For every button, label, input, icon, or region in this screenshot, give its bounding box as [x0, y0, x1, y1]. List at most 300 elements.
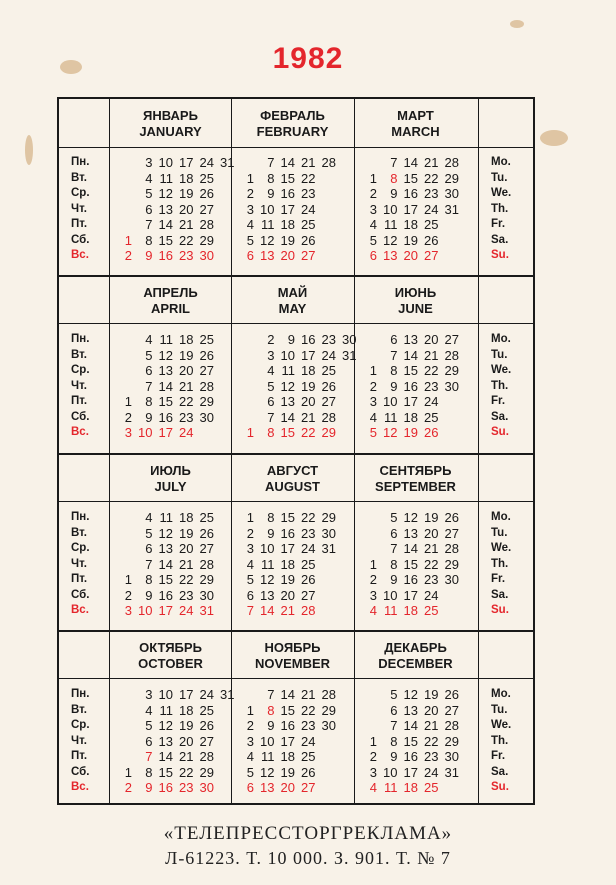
day-cell: 6 [390, 332, 398, 347]
day-cell: 2 [124, 587, 132, 603]
day-cell: 24 [424, 764, 439, 780]
grid-divider [59, 453, 533, 455]
month-name-ru: МАЙ [277, 285, 308, 300]
weekday-label: Сб. [71, 588, 90, 601]
month-name [355, 108, 476, 140]
month-name-en: NOVEMBER [254, 656, 331, 671]
weekday-label: Вс. [71, 249, 89, 261]
weekday-label: Mo. [491, 156, 511, 168]
day-cell: 17 [158, 603, 173, 618]
day-cell: 10 [260, 541, 275, 556]
day-cell: 26 [424, 425, 439, 440]
day-cell: 24 [301, 733, 316, 749]
day-cell: 25 [424, 217, 439, 232]
day-cell: 5 [246, 764, 254, 780]
day-cell: 25 [199, 332, 214, 347]
day-cell: 4 [267, 363, 275, 378]
day-cell: 30 [199, 587, 214, 603]
month-name-ru: ФЕВРАЛЬ [260, 108, 325, 123]
day-cell: 24 [199, 687, 214, 702]
day-cell: 20 [179, 541, 194, 556]
day-cell: 21 [424, 541, 439, 556]
day-cell: 1 [246, 510, 254, 525]
day-cell: 18 [301, 363, 316, 378]
day-cell: 26 [444, 687, 459, 702]
day-cell: 13 [260, 248, 275, 263]
month-name-ru: ДЕКАБРЬ [384, 640, 447, 655]
weekday-label: Mo. [491, 511, 511, 523]
day-cell: 27 [301, 587, 316, 603]
day-cell: 21 [301, 687, 316, 702]
weekday-label: Пт. [71, 573, 88, 585]
weekday-label: Сб. [71, 765, 90, 778]
day-cell: 18 [179, 702, 194, 718]
day-cell: 9 [390, 572, 398, 587]
day-cell: 27 [199, 733, 214, 749]
day-cell: 5 [369, 425, 377, 440]
day-cell: 16 [280, 525, 295, 541]
day-cell: 11 [159, 332, 173, 347]
day-cell: 17 [280, 201, 295, 217]
day-cell: 18 [179, 510, 194, 525]
month-days-march [355, 155, 473, 265]
day-cell: 28 [444, 155, 459, 170]
day-cell: 13 [158, 201, 173, 217]
weekday-label: Вт. [71, 171, 87, 184]
weekday-label: Th. [491, 379, 509, 392]
day-cell: 16 [158, 248, 173, 263]
month-days-january [110, 155, 235, 265]
day-cell: 20 [424, 702, 439, 718]
day-cell: 29 [444, 363, 459, 378]
day-cell: 14 [403, 541, 418, 556]
day-cell: 5 [246, 232, 254, 248]
day-cell: 7 [390, 155, 398, 170]
day-cell: 31 [321, 541, 336, 556]
day-cell: 29 [321, 510, 336, 525]
day-cell: 2 [246, 186, 254, 201]
weekday-label: We. [491, 187, 512, 199]
day-cell: 9 [390, 749, 398, 764]
day-cell: 19 [424, 510, 439, 525]
day-cell: 24 [301, 541, 316, 556]
day-cell: 7 [246, 603, 254, 618]
day-cell: 30 [444, 378, 459, 394]
weekday-label: Пт. [71, 218, 88, 230]
day-cell: 25 [199, 510, 214, 525]
weekday-label: Su. [491, 604, 509, 616]
weekday-label: Sa. [491, 410, 509, 423]
weekday-labels-en [491, 687, 511, 796]
day-cell: 30 [342, 332, 357, 347]
day-cell: 23 [301, 186, 316, 201]
day-cell: 11 [384, 217, 398, 232]
day-cell: 10 [383, 394, 398, 409]
day-cell: 22 [179, 572, 194, 587]
month-days-august [232, 510, 350, 620]
day-cell: 24 [321, 347, 336, 363]
month-name [355, 640, 476, 672]
weekday-label: Сб. [71, 410, 90, 423]
day-cell: 7 [145, 217, 153, 232]
day-cell: 12 [158, 718, 173, 733]
month-days-june [355, 332, 473, 442]
weekday-label: Fr. [491, 218, 506, 230]
month-name-ru: ЯНВАРЬ [143, 108, 198, 123]
day-cell: 19 [280, 232, 295, 248]
day-cell: 5 [145, 718, 153, 733]
weekday-label: We. [491, 542, 512, 554]
day-cell: 28 [444, 718, 459, 733]
day-cell: 24 [424, 201, 439, 217]
day-cell: 22 [179, 232, 194, 248]
month-name-en: SEPTEMBER [375, 479, 456, 494]
day-cell: 22 [301, 702, 316, 718]
day-cell: 24 [199, 155, 214, 170]
stain-decoration [25, 135, 33, 165]
month-name-ru: СЕНТЯБРЬ [379, 463, 452, 478]
day-cell: 27 [199, 541, 214, 556]
weekday-label: Ср. [71, 719, 90, 731]
day-cell: 25 [301, 556, 316, 572]
day-cell: 10 [280, 347, 295, 363]
day-cell: 17 [301, 347, 316, 363]
day-cell: 13 [403, 525, 418, 541]
month-name-en: AUGUST [265, 479, 320, 494]
day-cell: 22 [179, 394, 194, 409]
month-name-en: JANUARY [139, 124, 202, 139]
day-cell: 13 [158, 541, 173, 556]
day-cell: 11 [281, 363, 295, 378]
month-name-ru: ОКТЯБРЬ [139, 640, 202, 655]
day-cell: 4 [369, 603, 377, 618]
weekday-label: Вс. [71, 781, 89, 793]
day-cell: 10 [158, 687, 173, 702]
weekday-label: Вт. [71, 703, 87, 716]
day-cell: 23 [424, 186, 439, 201]
day-cell: 18 [403, 409, 418, 425]
day-cell: 18 [179, 170, 194, 186]
day-cell: 15 [280, 170, 295, 186]
day-cell: 31 [444, 764, 459, 780]
day-cell: 16 [280, 186, 295, 201]
weekday-label: Пт. [71, 395, 88, 407]
calendar-year: 1982 [272, 42, 344, 75]
day-cell: 8 [390, 363, 398, 378]
day-cell: 15 [280, 702, 295, 718]
day-cell: 4 [145, 510, 153, 525]
day-cell: 22 [424, 556, 439, 572]
day-cell: 25 [424, 603, 439, 618]
day-cell: 15 [158, 572, 173, 587]
day-cell: 4 [145, 702, 153, 718]
day-cell: 14 [280, 409, 295, 425]
day-cell: 17 [158, 425, 173, 440]
day-cell: 10 [138, 425, 153, 440]
weekday-label: We. [491, 719, 512, 731]
day-cell: 21 [280, 603, 295, 618]
month-name [110, 463, 231, 495]
day-cell: 13 [403, 332, 418, 347]
grid-divider [478, 99, 479, 803]
day-cell: 30 [444, 749, 459, 764]
day-cell: 25 [199, 170, 214, 186]
day-cell: 1 [124, 232, 132, 248]
month-days-february [232, 155, 350, 265]
day-cell: 26 [199, 186, 214, 201]
day-cell: 18 [403, 603, 418, 618]
day-cell: 3 [145, 155, 153, 170]
day-cell: 5 [390, 510, 398, 525]
day-cell: 4 [246, 556, 254, 572]
day-cell: 2 [267, 332, 275, 347]
day-cell: 25 [424, 409, 439, 425]
month-days-december [355, 687, 473, 797]
day-cell: 9 [145, 587, 153, 603]
month-name-ru: АПРЕЛЬ [143, 285, 198, 300]
day-cell: 20 [403, 248, 418, 263]
day-cell: 14 [403, 347, 418, 363]
day-cell: 4 [369, 780, 377, 795]
day-cell: 9 [390, 378, 398, 394]
stain-decoration [510, 20, 524, 28]
day-cell: 2 [369, 572, 377, 587]
day-cell: 10 [260, 733, 275, 749]
day-cell: 29 [321, 425, 336, 440]
day-cell: 28 [199, 556, 214, 572]
month-name-ru: ИЮНЬ [394, 285, 437, 300]
day-cell: 1 [369, 556, 377, 572]
day-cell: 8 [267, 702, 275, 718]
day-cell: 28 [321, 155, 336, 170]
day-cell: 23 [301, 718, 316, 733]
day-cell: 16 [158, 587, 173, 603]
day-cell: 7 [267, 155, 275, 170]
day-cell: 16 [403, 572, 418, 587]
month-days-november [232, 687, 350, 797]
day-cell: 12 [383, 425, 398, 440]
day-cell: 24 [179, 603, 194, 618]
grid-divider [59, 275, 533, 277]
day-cell: 23 [179, 409, 194, 425]
day-cell: 8 [145, 764, 153, 780]
month-name-en: OCTOBER [138, 656, 203, 671]
calendar-grid [57, 97, 535, 805]
day-cell: 3 [246, 733, 254, 749]
day-cell: 26 [301, 232, 316, 248]
day-cell: 24 [301, 201, 316, 217]
grid-divider [59, 678, 533, 679]
day-cell: 27 [444, 332, 459, 347]
day-cell: 1 [369, 363, 377, 378]
weekday-label: Чт. [71, 379, 87, 392]
day-cell: 10 [138, 603, 153, 618]
day-cell: 7 [390, 718, 398, 733]
day-cell: 9 [267, 186, 275, 201]
day-cell: 6 [246, 780, 254, 795]
day-cell: 18 [280, 556, 295, 572]
day-cell: 6 [369, 248, 377, 263]
day-cell: 11 [261, 749, 275, 764]
day-cell: 6 [390, 702, 398, 718]
weekday-label: Tu. [491, 526, 508, 539]
day-cell: 15 [403, 170, 418, 186]
day-cell: 11 [384, 603, 398, 618]
day-cell: 2 [369, 186, 377, 201]
day-cell: 28 [321, 409, 336, 425]
day-cell: 12 [403, 687, 418, 702]
day-cell: 22 [424, 170, 439, 186]
day-cell: 7 [267, 409, 275, 425]
day-cell: 21 [424, 347, 439, 363]
day-cell: 9 [390, 186, 398, 201]
day-cell: 5 [145, 347, 153, 363]
day-cell: 23 [179, 248, 194, 263]
weekday-label: Su. [491, 426, 509, 438]
day-cell: 2 [369, 749, 377, 764]
day-cell: 27 [444, 702, 459, 718]
month-name-ru: НОЯБРЬ [264, 640, 321, 655]
day-cell: 14 [158, 556, 173, 572]
day-cell: 26 [199, 347, 214, 363]
day-cell: 5 [369, 232, 377, 248]
day-cell: 1 [124, 394, 132, 409]
day-cell: 5 [267, 378, 275, 394]
day-cell: 29 [321, 702, 336, 718]
day-cell: 1 [369, 733, 377, 749]
day-cell: 3 [246, 541, 254, 556]
day-cell: 11 [261, 556, 275, 572]
day-cell: 13 [260, 780, 275, 795]
day-cell: 2 [369, 378, 377, 394]
day-cell: 6 [145, 363, 153, 378]
day-cell: 15 [158, 394, 173, 409]
day-cell: 23 [424, 749, 439, 764]
day-cell: 29 [444, 170, 459, 186]
weekday-label: Tu. [491, 703, 508, 716]
month-days-july [110, 510, 228, 620]
weekday-label: Вс. [71, 426, 89, 438]
weekday-label: Sa. [491, 765, 509, 778]
weekday-label: Sa. [491, 588, 509, 601]
day-cell: 23 [424, 378, 439, 394]
publisher-name: «ТЕЛЕПРЕССТОРГРЕКЛАМА» [163, 823, 453, 844]
day-cell: 15 [158, 232, 173, 248]
weekday-label: Mo. [491, 333, 511, 345]
day-cell: 8 [390, 733, 398, 749]
day-cell: 9 [267, 525, 275, 541]
day-cell: 11 [159, 702, 173, 718]
day-cell: 20 [280, 248, 295, 263]
day-cell: 20 [179, 201, 194, 217]
day-cell: 27 [199, 201, 214, 217]
grid-divider [59, 147, 533, 148]
day-cell: 18 [280, 749, 295, 764]
day-cell: 13 [383, 248, 398, 263]
print-info: Л-61223. Т. 10 000. З. 901. Т. № 7 [165, 848, 451, 868]
day-cell: 21 [179, 217, 194, 232]
day-cell: 30 [321, 718, 336, 733]
month-name [355, 463, 476, 495]
day-cell: 4 [246, 749, 254, 764]
weekday-label: Пн. [71, 333, 90, 345]
day-cell: 19 [301, 378, 316, 394]
weekday-label: Su. [491, 781, 509, 793]
day-cell: 6 [390, 525, 398, 541]
day-cell: 5 [145, 186, 153, 201]
day-cell: 12 [158, 347, 173, 363]
day-cell: 17 [280, 541, 295, 556]
weekday-label: Чт. [71, 202, 87, 215]
day-cell: 25 [321, 363, 336, 378]
month-name-ru: АВГУСТ [266, 463, 319, 478]
day-cell: 12 [260, 232, 275, 248]
weekday-label: Fr. [491, 395, 506, 407]
day-cell: 10 [260, 201, 275, 217]
weekday-labels-en [491, 155, 511, 264]
day-cell: 28 [199, 217, 214, 232]
month-name-en: JUNE [398, 301, 433, 316]
grid-divider [59, 630, 533, 632]
day-cell: 11 [384, 409, 398, 425]
day-cell: 26 [301, 764, 316, 780]
day-cell: 7 [267, 687, 275, 702]
day-cell: 13 [280, 394, 295, 409]
day-cell: 15 [403, 363, 418, 378]
day-cell: 3 [267, 347, 275, 363]
day-cell: 22 [424, 733, 439, 749]
month-name-ru: МАРТ [397, 108, 434, 123]
day-cell: 15 [280, 510, 295, 525]
day-cell: 15 [403, 556, 418, 572]
day-cell: 23 [321, 332, 336, 347]
weekday-label: Th. [491, 557, 509, 570]
day-cell: 17 [403, 201, 418, 217]
day-cell: 20 [424, 525, 439, 541]
day-cell: 26 [199, 718, 214, 733]
month-name [110, 285, 231, 317]
day-cell: 7 [390, 541, 398, 556]
weekday-label: Сб. [71, 233, 90, 246]
day-cell: 9 [145, 409, 153, 425]
weekday-label: Чт. [71, 557, 87, 570]
day-cell: 29 [444, 556, 459, 572]
day-cell: 3 [369, 587, 377, 603]
day-cell: 25 [199, 702, 214, 718]
day-cell: 20 [179, 733, 194, 749]
day-cell: 14 [158, 749, 173, 764]
day-cell: 9 [145, 248, 153, 263]
day-cell: 7 [390, 347, 398, 363]
weekday-label: Th. [491, 202, 509, 215]
day-cell: 14 [280, 155, 295, 170]
day-cell: 20 [424, 332, 439, 347]
day-cell: 3 [246, 201, 254, 217]
day-cell: 20 [179, 363, 194, 378]
month-name-en: DECEMBER [378, 656, 453, 671]
day-cell: 16 [403, 186, 418, 201]
day-cell: 26 [321, 378, 336, 394]
day-cell: 28 [444, 541, 459, 556]
day-cell: 19 [280, 764, 295, 780]
day-cell: 4 [369, 409, 377, 425]
day-cell: 4 [369, 217, 377, 232]
day-cell: 28 [199, 378, 214, 394]
month-name [232, 463, 353, 495]
day-cell: 20 [280, 780, 295, 795]
weekday-label: Чт. [71, 734, 87, 747]
day-cell: 22 [301, 170, 316, 186]
